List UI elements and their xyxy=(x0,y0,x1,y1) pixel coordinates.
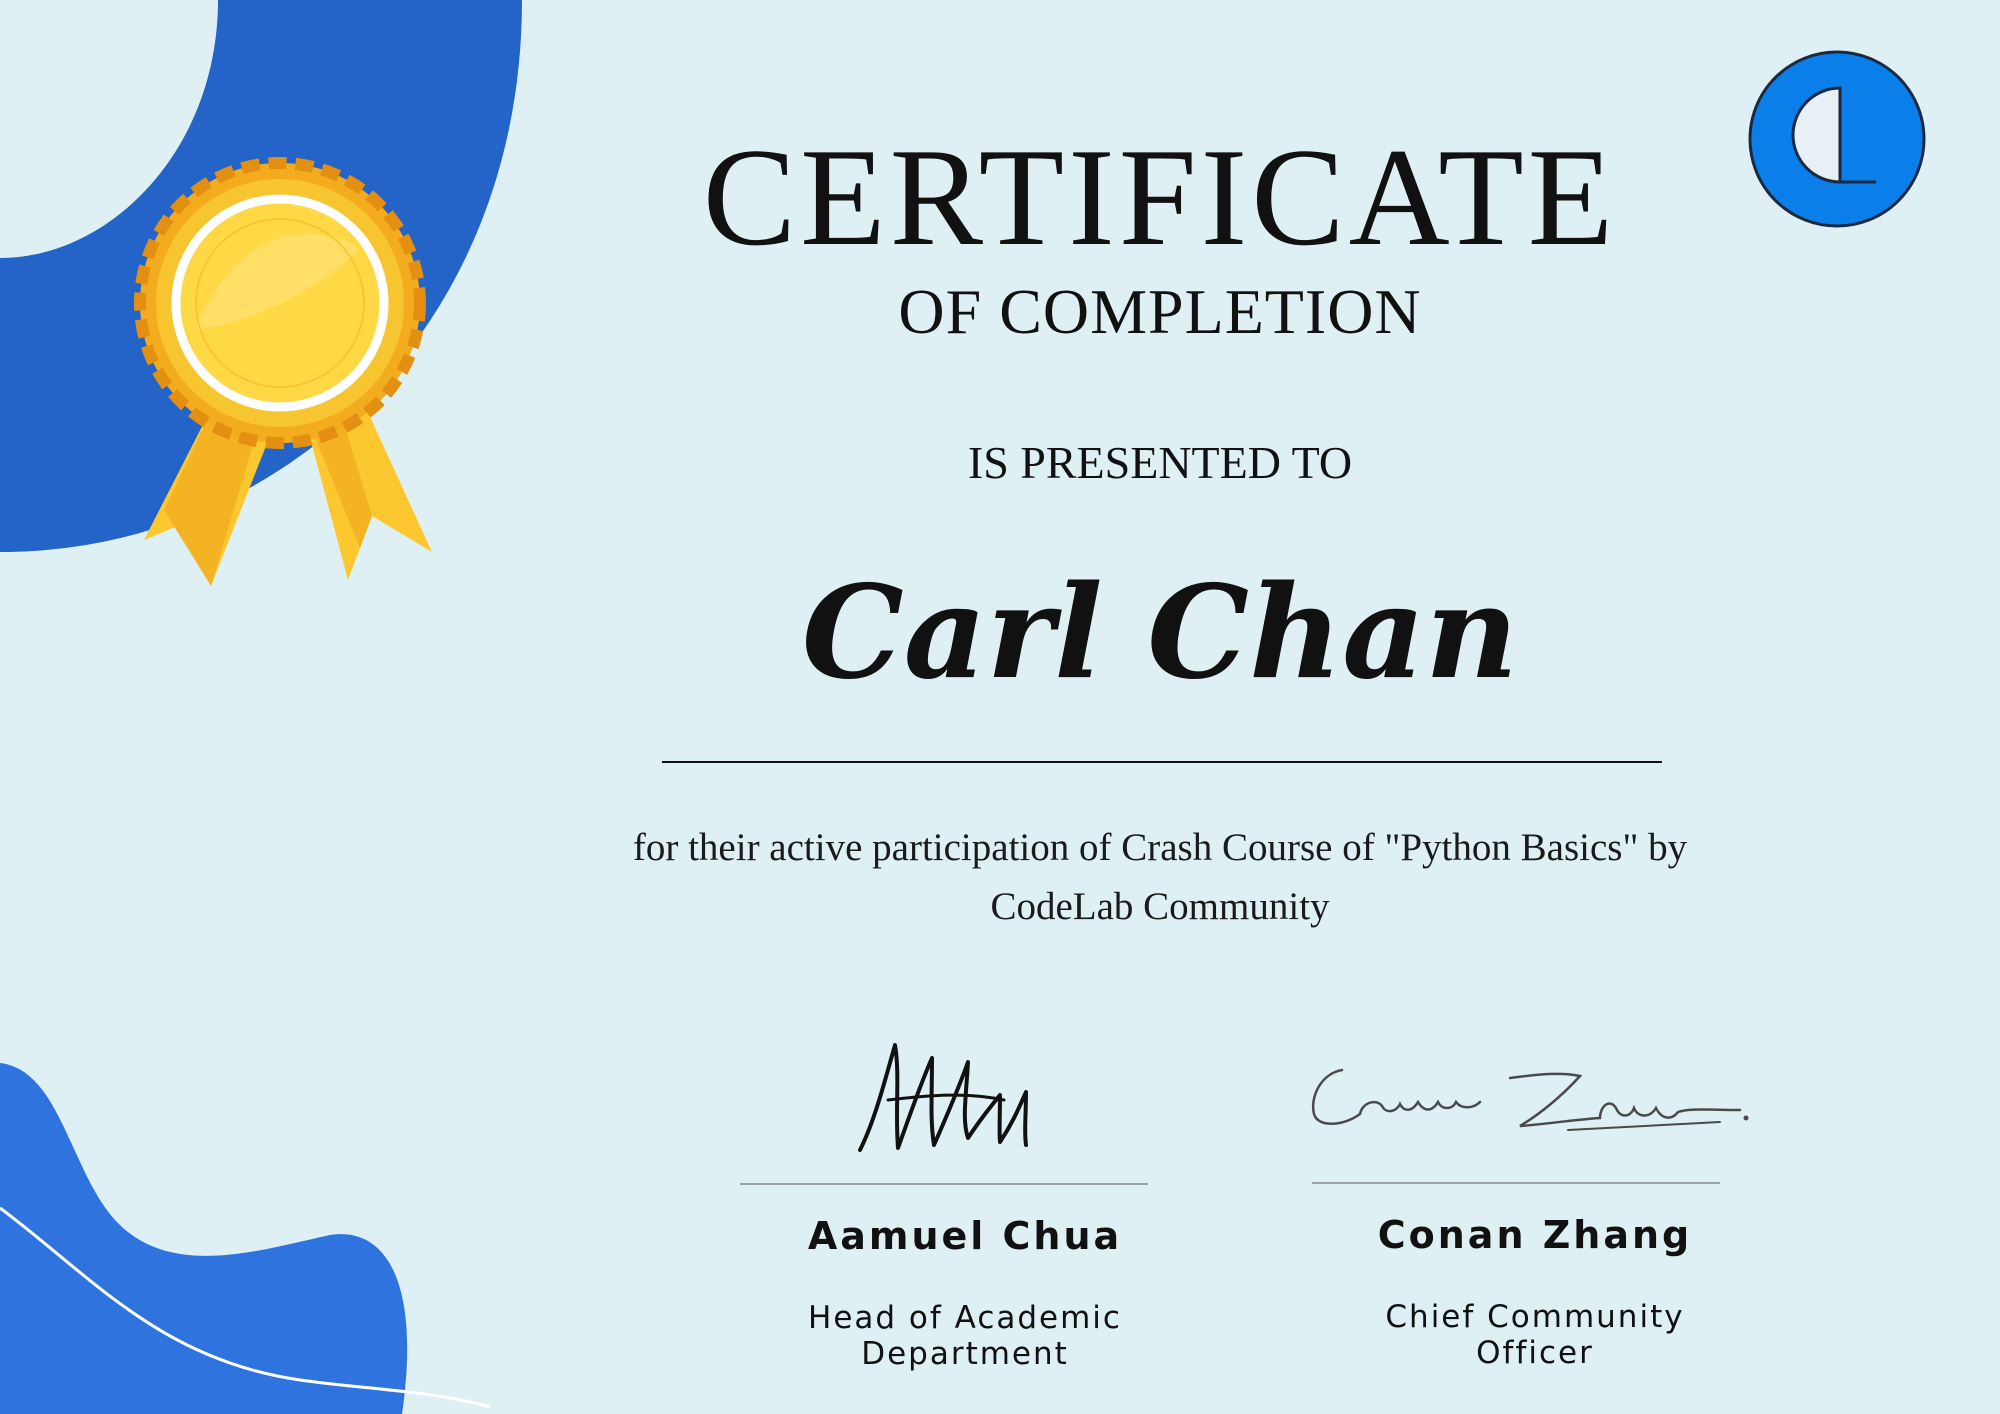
bottom-left-blue-wave xyxy=(0,1063,407,1414)
signature-image-conan-zhang xyxy=(1300,1048,1760,1138)
signature-line-left xyxy=(740,1183,1148,1185)
codelab-logo-icon xyxy=(1748,50,1926,228)
certificate-subtitle: OF COMPLETION xyxy=(898,276,1422,347)
signature-image-aamuel-chua xyxy=(850,1040,1040,1160)
signer-name-left: Aamuel Chua xyxy=(807,1214,1123,1258)
recipient-name-underline xyxy=(662,761,1662,763)
completion-description: for their active participation of Crash Course of "Python Basics" by CodeLab Community xyxy=(632,826,1688,928)
signature-line-right xyxy=(1312,1182,1720,1184)
certificate-title: CERTIFICATE xyxy=(702,120,1618,275)
signer-title-right: Chief Community Officer xyxy=(1385,1299,1685,1371)
signer-title-left: Head of Academic Department xyxy=(808,1300,1122,1372)
award-rosette-icon xyxy=(140,163,432,586)
recipient-name: Carl Chan xyxy=(801,558,1519,708)
presented-to-label: IS PRESENTED TO xyxy=(967,437,1353,488)
signer-name-right: Conan Zhang xyxy=(1377,1213,1693,1257)
